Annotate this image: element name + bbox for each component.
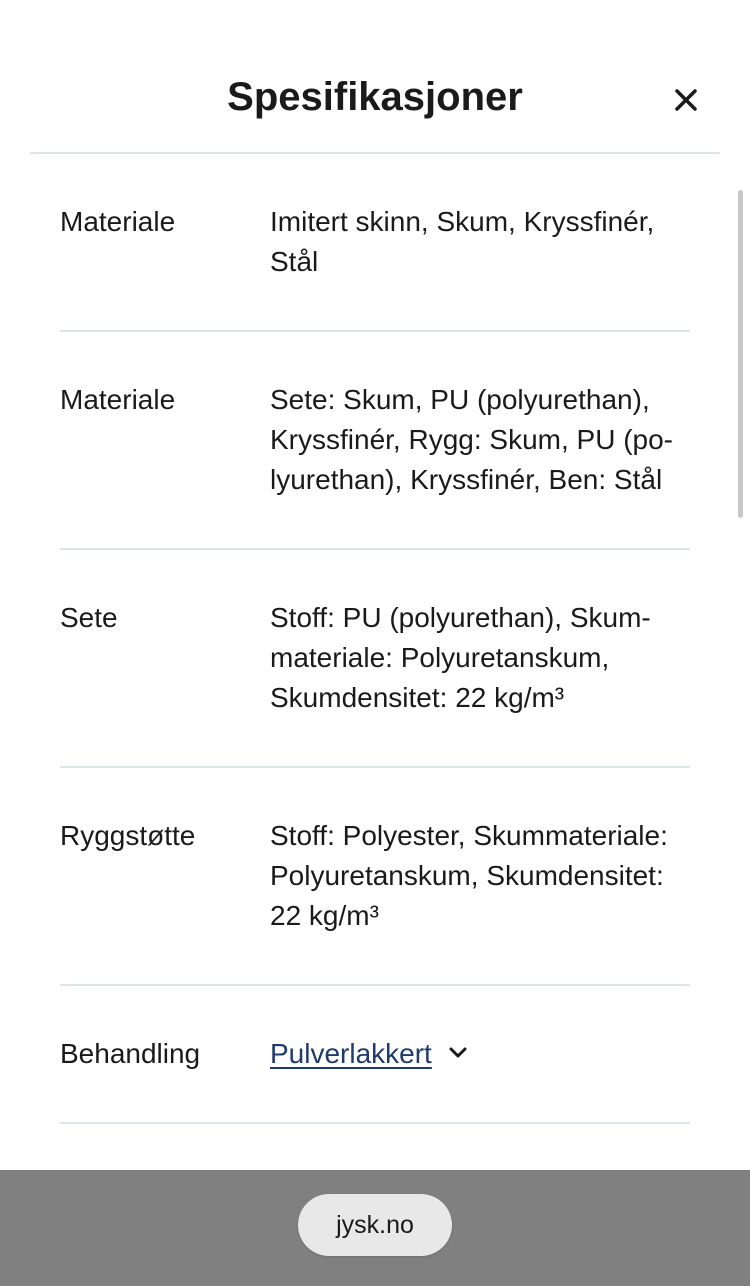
scroll-fade <box>0 1120 750 1170</box>
spec-value-line: 22 kg/m³ <box>270 900 379 931</box>
chevron-down-icon <box>446 1041 470 1065</box>
spec-divider <box>60 766 690 768</box>
url-bar[interactable]: jysk.no <box>298 1194 452 1256</box>
spec-label: Materiale <box>60 206 176 237</box>
expand-button[interactable] <box>446 1036 470 1076</box>
spec-value <box>270 1034 690 1076</box>
spec-value-line: Kryssfinér, Rygg: Skum, PU (po- <box>270 424 674 455</box>
page-title: Spesifikasjoner <box>227 75 523 119</box>
spec-label: Behandling <box>60 1038 201 1069</box>
treatment-link[interactable]: Pulverlakkert <box>270 1038 432 1069</box>
spec-value-line: Skumdensitet: 22 kg/m³ <box>270 682 565 713</box>
header-divider <box>30 152 720 154</box>
spec-divider <box>60 548 690 550</box>
scrollbar[interactable] <box>738 190 743 518</box>
spec-value <box>270 598 690 718</box>
spec-value-line: Stoff: PU (polyurethan), Skum- <box>270 602 651 633</box>
spec-divider <box>60 984 690 986</box>
spec-label: Ryggstøtte <box>60 820 196 851</box>
close-icon <box>664 78 708 122</box>
spec-value-line: lyurethan), Kryssfinér, Ben: Stål <box>270 464 663 495</box>
spec-value-line: Stål <box>270 246 319 277</box>
spec-label: Materiale <box>60 384 176 415</box>
spec-value <box>270 380 690 500</box>
spec-value-line: Sete: Skum, PU (polyurethan), <box>270 384 650 415</box>
spec-divider <box>60 330 690 332</box>
spec-value <box>270 202 690 282</box>
spec-value-line: Imitert skinn, Skum, Kryssfinér, <box>270 206 655 237</box>
sheet-header <box>0 0 750 153</box>
spec-label: Sete <box>60 602 118 633</box>
spec-value <box>270 816 690 936</box>
browser-bottom-bar <box>0 1170 750 1286</box>
close-button[interactable] <box>664 78 708 122</box>
spec-value-line: Polyuretanskum, Skumdensitet: <box>270 860 664 891</box>
spec-value-line: Stoff: Polyester, Skummateriale: <box>270 820 668 851</box>
spec-value-line: materiale: Polyuretanskum, <box>270 642 610 673</box>
